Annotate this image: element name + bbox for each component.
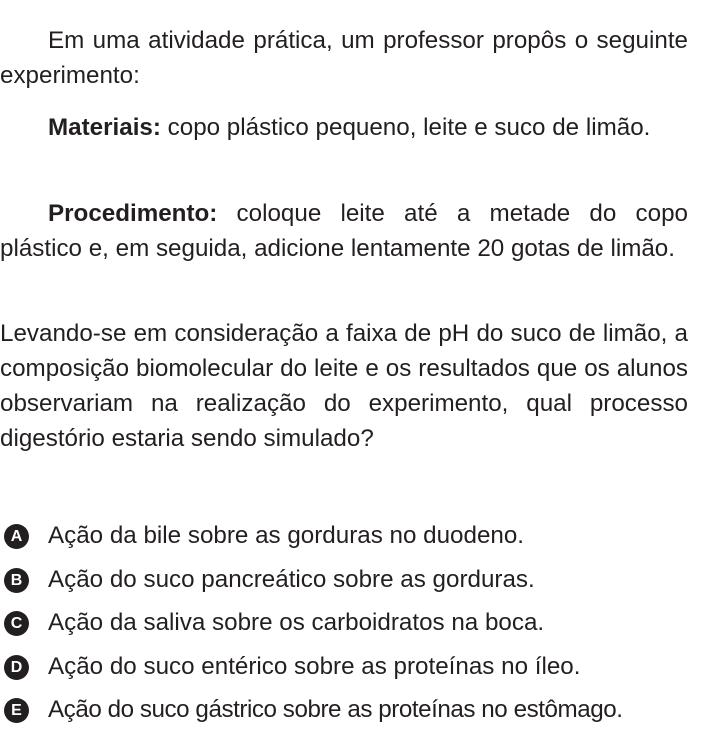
intro-text: Em uma atividade prática, um professor propôs o seguinte experimento: (0, 27, 688, 89)
intro-paragraph (0, 23, 688, 93)
question-text: Levando-se em consideração a faixa de pH do suco de limão, a composição biomolecular do leite e os resultados que os alunos observariam na realização do experimento, qual processo digestório estaria sendo simulado? (0, 320, 688, 452)
option-c-text: Ação da saliva sobre os carboidratos na boca. (48, 609, 545, 636)
option-c[interactable] (0, 603, 701, 647)
option-a[interactable] (0, 516, 701, 560)
option-b-letter-badge: B (4, 568, 29, 593)
question-paragraph (0, 316, 688, 456)
option-d[interactable] (0, 647, 701, 691)
procedure-label: Procedimento: (48, 200, 218, 227)
materials-text: copo plástico pequeno, leite e suco de limão. (160, 114, 651, 141)
option-c-letter-badge: C (4, 611, 29, 636)
option-e-text: Ação do suco gástrico sobre as proteínas no estômago. (48, 696, 623, 723)
option-e[interactable] (0, 690, 701, 734)
materials-paragraph (0, 110, 688, 145)
option-b-text: Ação do suco pancreático sobre as gorduras. (48, 565, 535, 593)
option-a-letter-badge: A (4, 524, 29, 549)
option-b[interactable] (0, 560, 701, 604)
option-d-text: Ação do suco entérico sobre as proteínas no íleo. (48, 652, 581, 680)
option-d-letter-badge: D (4, 655, 29, 680)
procedure-text: coloque leite até a metade do copo plástico e, em seguida, adicione lentamente 20 gotas de limão. (0, 200, 688, 262)
option-a-text: Ação da bile sobre as gorduras no duodeno. (48, 522, 525, 549)
answer-options (0, 516, 701, 734)
materials-label: Materiais: (48, 114, 161, 141)
option-e-letter-badge: E (4, 698, 29, 723)
procedure-paragraph (0, 196, 688, 266)
